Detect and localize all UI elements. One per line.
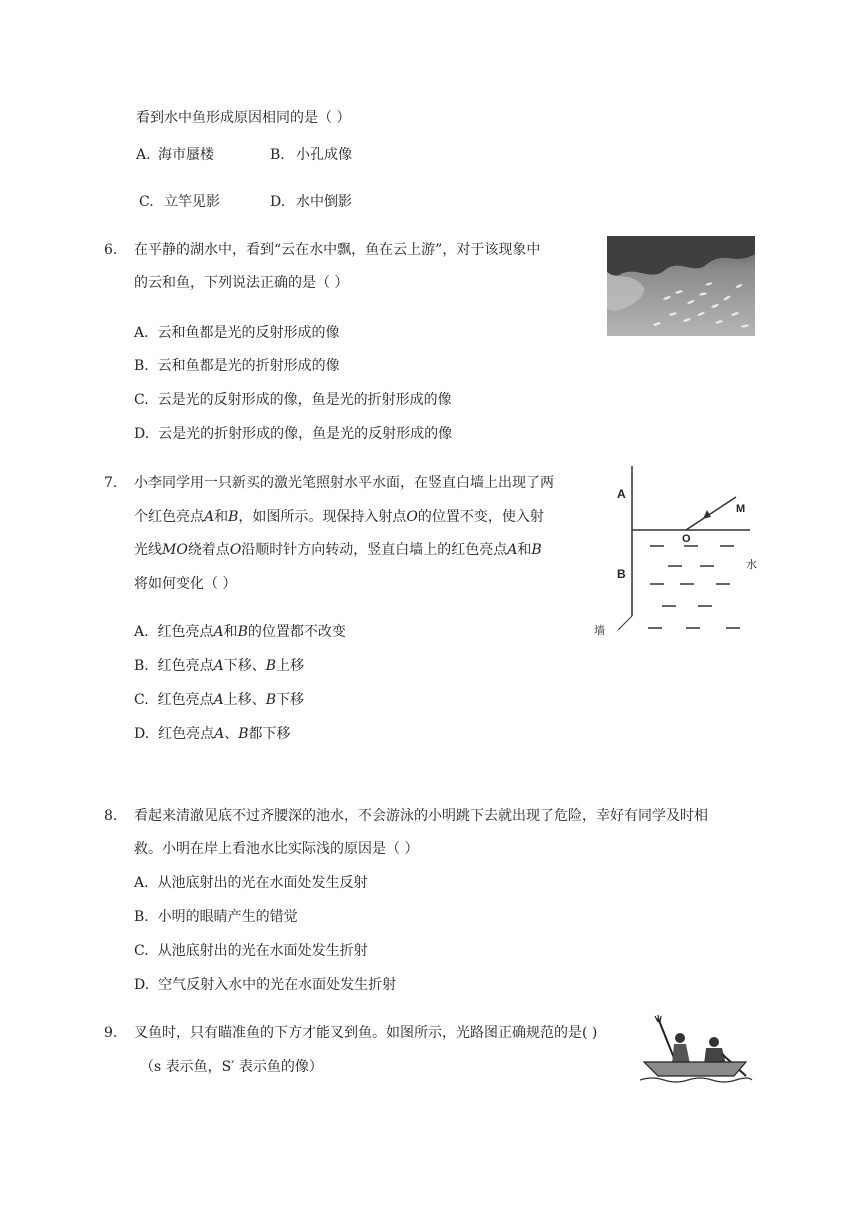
var-o: O bbox=[406, 509, 418, 525]
q7-number: 7. bbox=[104, 475, 118, 491]
q8-stem-line2: 救。小明在岸上看池水比实际浅的原因是（ ） bbox=[134, 841, 419, 857]
var-a: A bbox=[213, 624, 224, 640]
q5-option-d-text: 水中倒影 bbox=[296, 194, 352, 210]
q7-option-a bbox=[134, 623, 346, 641]
q8-option-d bbox=[134, 976, 396, 994]
text-span: 沿顺时针方向转动，竖直白墙上的红色亮点 bbox=[241, 542, 508, 558]
rower-head bbox=[709, 1037, 719, 1047]
text-span: 下移、 bbox=[223, 658, 266, 674]
var-b: B bbox=[228, 509, 239, 525]
var-mo: MO bbox=[162, 542, 188, 558]
q7-option-b bbox=[134, 657, 304, 675]
water-dashes bbox=[648, 546, 740, 628]
text-span: 和 bbox=[214, 509, 229, 525]
q7-stem-line1: 小李同学用一只新买的激光笔照射水平水面，在竖直白墙上出现了两 bbox=[134, 475, 554, 491]
incident-ray bbox=[686, 497, 736, 530]
option-text: 云是光的折射形成的像，鱼是光的反射形成的像 bbox=[158, 426, 453, 442]
label-b: B bbox=[617, 567, 626, 581]
q9-stem-line1: 叉鱼时，只有瞄准鱼的下方才能叉到鱼。如图所示，光路图正确规范的是( ) bbox=[134, 1025, 598, 1041]
var-b: B bbox=[531, 542, 542, 558]
text-span: 的位置不变，使入射 bbox=[417, 509, 544, 525]
text-span: 上移、 bbox=[223, 692, 266, 708]
var-a: A bbox=[214, 726, 225, 742]
q8-option-c bbox=[134, 942, 368, 960]
text-span: ，如图所示。现保持入射点 bbox=[238, 509, 407, 525]
var-b: B bbox=[265, 692, 276, 708]
option-letter: B. bbox=[134, 658, 149, 674]
var-a: A bbox=[507, 542, 518, 558]
text-span: 、 bbox=[224, 726, 239, 742]
var-b: B bbox=[238, 726, 249, 742]
text-span: 的位置都不改变 bbox=[247, 624, 346, 640]
var-a: A bbox=[204, 509, 215, 525]
var-a: A bbox=[213, 658, 224, 674]
q9-stem-line2: （s 表示鱼，S′ 表示鱼的像） bbox=[140, 1059, 323, 1075]
label-water: 水 bbox=[746, 558, 757, 571]
q5-option-c-letter: C. bbox=[139, 194, 154, 210]
label-wall: 墙 bbox=[594, 624, 605, 637]
option-text: 云是光的反射形成的像，鱼是光的折射形成的像 bbox=[157, 392, 452, 408]
option-letter: D. bbox=[134, 977, 150, 993]
q6-option-d bbox=[134, 425, 452, 443]
option-text: 从池底射出的光在水面处发生折射 bbox=[157, 943, 368, 959]
q7-option-c bbox=[134, 691, 304, 709]
q5-stem-tail: 看到水中鱼形成原因相同的是（ ） bbox=[136, 110, 351, 126]
wall-pointer bbox=[618, 616, 632, 630]
q8-number: 8. bbox=[104, 808, 118, 824]
option-letter: A. bbox=[134, 875, 149, 891]
option-letter: D. bbox=[134, 726, 150, 742]
spear-tip bbox=[655, 1015, 661, 1022]
q6-option-b bbox=[134, 357, 340, 375]
q5-option-b-letter: B. bbox=[270, 147, 285, 163]
option-letter: B. bbox=[134, 358, 149, 374]
label-m: M bbox=[736, 503, 746, 515]
q7-stem-line2 bbox=[134, 508, 544, 526]
q5-option-c-text: 立竿见影 bbox=[164, 194, 220, 210]
option-letter: D. bbox=[134, 426, 150, 442]
text-span: 和 bbox=[223, 624, 238, 640]
text-span: 个红色亮点 bbox=[134, 509, 204, 525]
q8-stem-line1: 看起来清澈见底不过齐腰深的池水，不会游泳的小明跳下去就出现了危险，幸好有同学及时相 bbox=[134, 808, 708, 824]
q7-stem-line4: 将如何变化（ ） bbox=[134, 576, 237, 592]
q7-option-d bbox=[134, 725, 291, 743]
water-ripples bbox=[640, 1078, 752, 1082]
boat-hull bbox=[644, 1062, 746, 1076]
option-text: 从池底射出的光在水面处发生反射 bbox=[157, 875, 368, 891]
option-letter: C. bbox=[134, 943, 149, 959]
option-text: 云和鱼都是光的折射形成的像 bbox=[157, 358, 340, 374]
q5-option-b-text: 小孔成像 bbox=[296, 147, 352, 163]
option-letter: A. bbox=[134, 325, 149, 341]
text-span: 红色亮点 bbox=[157, 658, 214, 674]
q8-option-b bbox=[134, 908, 298, 926]
lake-photo bbox=[607, 236, 755, 336]
fishing-boat-illustration bbox=[638, 1014, 754, 1086]
q5-option-d-letter: D. bbox=[270, 194, 286, 210]
q7-stem-line3 bbox=[134, 541, 542, 559]
q9-number: 9. bbox=[104, 1025, 118, 1041]
text-span: 光线 bbox=[134, 542, 162, 558]
option-letter: B. bbox=[134, 909, 149, 925]
fish-spear bbox=[658, 1018, 674, 1058]
fisherman-body bbox=[672, 1044, 690, 1064]
var-a: A bbox=[213, 692, 224, 708]
text-span: 红色亮点 bbox=[158, 726, 215, 742]
label-a: A bbox=[617, 487, 626, 501]
var-b: B bbox=[265, 658, 277, 674]
label-o: O bbox=[682, 533, 691, 545]
fisherman-head bbox=[675, 1033, 685, 1043]
text-span: 红色亮点 bbox=[157, 624, 214, 640]
var-o: O bbox=[229, 542, 242, 558]
text-span: 上移 bbox=[276, 658, 305, 674]
q6-stem-line2: 的云和鱼，下列说法正确的是（ ） bbox=[134, 275, 349, 291]
q6-option-a bbox=[134, 324, 339, 342]
option-text: 空气反射入水中的光在水面处发生折射 bbox=[158, 977, 397, 993]
option-letter: A. bbox=[134, 624, 149, 640]
text-span: 绕着点 bbox=[187, 542, 230, 558]
option-letter: C. bbox=[134, 392, 149, 408]
q6-number: 6. bbox=[104, 242, 118, 258]
option-letter: C. bbox=[134, 692, 149, 708]
q6-stem-line1: 在平静的湖水中，看到“云在水中飘，鱼在云上游”，对于该现象中 bbox=[134, 242, 541, 258]
option-text: 小明的眼睛产生的错觉 bbox=[157, 909, 298, 925]
text-span: 下移 bbox=[276, 692, 304, 708]
text-span: 都下移 bbox=[248, 726, 291, 742]
option-text: 云和鱼都是光的反射形成的像 bbox=[157, 325, 340, 341]
text-span: 红色亮点 bbox=[157, 692, 214, 708]
text-span: 和 bbox=[517, 542, 532, 558]
q5-option-a-text: 海市蜃楼 bbox=[158, 147, 214, 163]
laser-wall-diagram bbox=[590, 460, 766, 644]
q5-option-a-letter: A. bbox=[136, 147, 151, 163]
var-b: B bbox=[237, 624, 248, 640]
q6-option-c bbox=[134, 391, 452, 409]
q8-option-a bbox=[134, 874, 367, 892]
